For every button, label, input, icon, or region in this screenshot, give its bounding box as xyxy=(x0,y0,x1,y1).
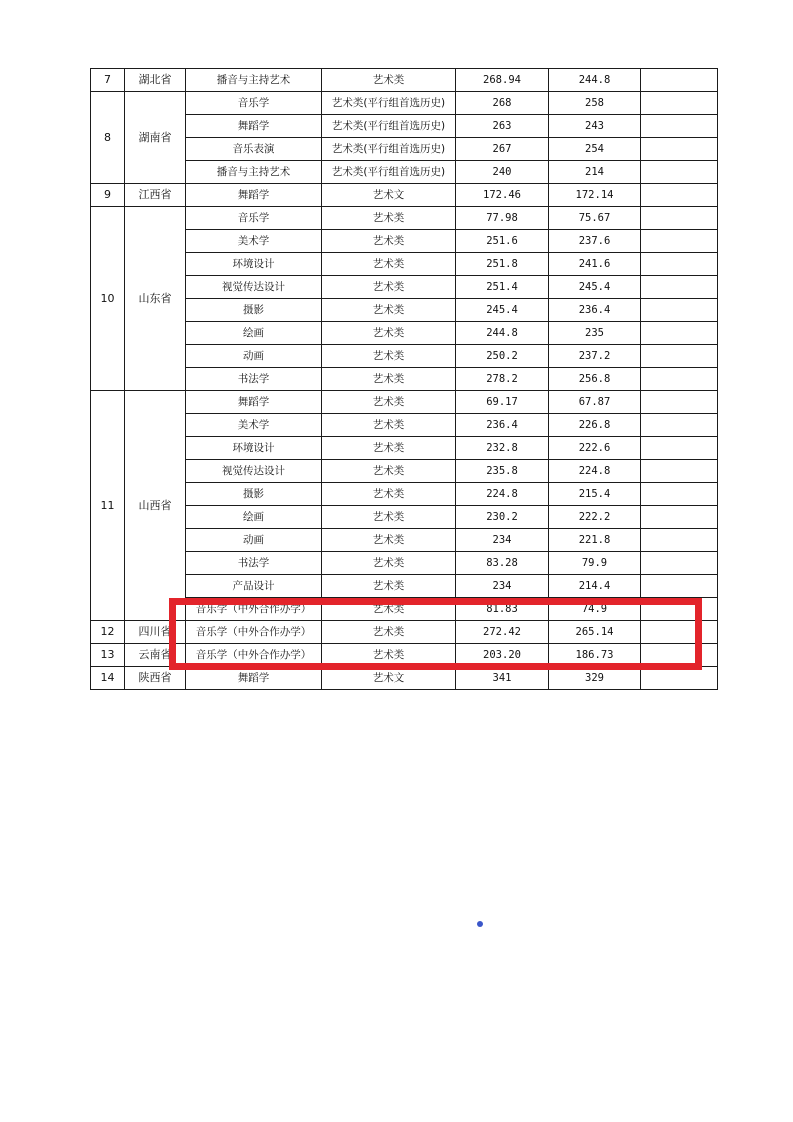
note-cell xyxy=(641,299,718,322)
category-cell: 艺术类 xyxy=(322,621,456,644)
min-score-cell: 79.9 xyxy=(549,552,641,575)
max-score-cell: 263 xyxy=(456,115,549,138)
row-index-cell: 7 xyxy=(91,69,125,92)
major-cell: 音乐表演 xyxy=(186,138,322,161)
note-cell xyxy=(641,368,718,391)
major-cell: 播音与主持艺术 xyxy=(186,161,322,184)
row-index-cell: 9 xyxy=(91,184,125,207)
min-score-cell: 265.14 xyxy=(549,621,641,644)
max-score-cell: 172.46 xyxy=(456,184,549,207)
province-cell: 湖北省 xyxy=(125,69,186,92)
major-cell: 环境设计 xyxy=(186,437,322,460)
min-score-cell: 237.2 xyxy=(549,345,641,368)
table-row xyxy=(91,644,718,667)
category-cell: 艺术类 xyxy=(322,230,456,253)
note-cell xyxy=(641,552,718,575)
min-score-cell: 221.8 xyxy=(549,529,641,552)
max-score-cell: 268 xyxy=(456,92,549,115)
major-cell: 摄影 xyxy=(186,299,322,322)
major-cell: 视觉传达设计 xyxy=(186,460,322,483)
major-cell: 舞蹈学 xyxy=(186,115,322,138)
note-cell xyxy=(641,207,718,230)
blue-dot-marker xyxy=(477,921,483,927)
category-cell: 艺术类 xyxy=(322,460,456,483)
note-cell xyxy=(641,276,718,299)
note-cell xyxy=(641,644,718,667)
min-score-cell: 214 xyxy=(549,161,641,184)
table-row xyxy=(91,414,718,437)
max-score-cell: 234 xyxy=(456,575,549,598)
note-cell xyxy=(641,621,718,644)
max-score-cell: 230.2 xyxy=(456,506,549,529)
major-cell: 摄影 xyxy=(186,483,322,506)
note-cell xyxy=(641,161,718,184)
major-cell: 动画 xyxy=(186,529,322,552)
category-cell: 艺术类 xyxy=(322,368,456,391)
table-row xyxy=(91,621,718,644)
table-row xyxy=(91,552,718,575)
note-cell xyxy=(641,506,718,529)
min-score-cell: 215.4 xyxy=(549,483,641,506)
min-score-cell: 222.2 xyxy=(549,506,641,529)
category-cell: 艺术类(平行组首选历史) xyxy=(322,138,456,161)
table-row xyxy=(91,299,718,322)
min-score-cell: 172.14 xyxy=(549,184,641,207)
note-cell xyxy=(641,230,718,253)
min-score-cell: 186.73 xyxy=(549,644,641,667)
table-row xyxy=(91,115,718,138)
max-score-cell: 83.28 xyxy=(456,552,549,575)
min-score-cell: 224.8 xyxy=(549,460,641,483)
max-score-cell: 245.4 xyxy=(456,299,549,322)
category-cell: 艺术类 xyxy=(322,598,456,621)
min-score-cell: 245.4 xyxy=(549,276,641,299)
note-cell xyxy=(641,115,718,138)
table-row xyxy=(91,161,718,184)
province-cell: 云南省 xyxy=(125,644,186,667)
row-index-cell: 10 xyxy=(91,207,125,391)
category-cell: 艺术类 xyxy=(322,253,456,276)
note-cell xyxy=(641,483,718,506)
max-score-cell: 235.8 xyxy=(456,460,549,483)
table-row xyxy=(91,230,718,253)
max-score-cell: 81.83 xyxy=(456,598,549,621)
major-cell: 书法学 xyxy=(186,368,322,391)
table-row xyxy=(91,506,718,529)
note-cell xyxy=(641,414,718,437)
table-row xyxy=(91,529,718,552)
max-score-cell: 251.4 xyxy=(456,276,549,299)
max-score-cell: 224.8 xyxy=(456,483,549,506)
table-row xyxy=(91,207,718,230)
major-cell: 美术学 xyxy=(186,414,322,437)
category-cell: 艺术类 xyxy=(322,483,456,506)
table-row xyxy=(91,138,718,161)
min-score-cell: 254 xyxy=(549,138,641,161)
note-cell xyxy=(641,184,718,207)
min-score-cell: 74.9 xyxy=(549,598,641,621)
category-cell: 艺术类 xyxy=(322,322,456,345)
category-cell: 艺术文 xyxy=(322,184,456,207)
min-score-cell: 222.6 xyxy=(549,437,641,460)
max-score-cell: 251.8 xyxy=(456,253,549,276)
category-cell: 艺术类 xyxy=(322,529,456,552)
province-cell: 湖南省 xyxy=(125,92,186,184)
note-cell xyxy=(641,391,718,414)
province-cell: 山东省 xyxy=(125,207,186,391)
table-row xyxy=(91,276,718,299)
major-cell: 音乐学 xyxy=(186,92,322,115)
note-cell xyxy=(641,92,718,115)
table-row xyxy=(91,483,718,506)
category-cell: 艺术文 xyxy=(322,667,456,690)
major-cell: 舞蹈学 xyxy=(186,667,322,690)
major-cell: 动画 xyxy=(186,345,322,368)
major-cell: 音乐学（中外合作办学） xyxy=(186,621,322,644)
category-cell: 艺术类(平行组首选历史) xyxy=(322,161,456,184)
table-row xyxy=(91,184,718,207)
category-cell: 艺术类 xyxy=(322,552,456,575)
table-row xyxy=(91,253,718,276)
note-cell xyxy=(641,437,718,460)
table-row xyxy=(91,598,718,621)
major-cell: 美术学 xyxy=(186,230,322,253)
major-cell: 音乐学 xyxy=(186,207,322,230)
min-score-cell: 243 xyxy=(549,115,641,138)
row-index-cell: 11 xyxy=(91,391,125,621)
major-cell: 产品设计 xyxy=(186,575,322,598)
category-cell: 艺术类 xyxy=(322,69,456,92)
min-score-cell: 258 xyxy=(549,92,641,115)
min-score-cell: 235 xyxy=(549,322,641,345)
max-score-cell: 240 xyxy=(456,161,549,184)
min-score-cell: 256.8 xyxy=(549,368,641,391)
min-score-cell: 214.4 xyxy=(549,575,641,598)
max-score-cell: 341 xyxy=(456,667,549,690)
table-row xyxy=(91,575,718,598)
major-cell: 音乐学（中外合作办学） xyxy=(186,598,322,621)
note-cell xyxy=(641,460,718,483)
max-score-cell: 272.42 xyxy=(456,621,549,644)
max-score-cell: 236.4 xyxy=(456,414,549,437)
province-cell: 江西省 xyxy=(125,184,186,207)
row-index-cell: 14 xyxy=(91,667,125,690)
note-cell xyxy=(641,253,718,276)
category-cell: 艺术类 xyxy=(322,345,456,368)
max-score-cell: 244.8 xyxy=(456,322,549,345)
note-cell xyxy=(641,322,718,345)
min-score-cell: 236.4 xyxy=(549,299,641,322)
table-row xyxy=(91,322,718,345)
note-cell xyxy=(641,667,718,690)
max-score-cell: 250.2 xyxy=(456,345,549,368)
min-score-cell: 241.6 xyxy=(549,253,641,276)
major-cell: 环境设计 xyxy=(186,253,322,276)
table-row xyxy=(91,391,718,414)
max-score-cell: 251.6 xyxy=(456,230,549,253)
table-row xyxy=(91,345,718,368)
table-row xyxy=(91,460,718,483)
major-cell: 绘画 xyxy=(186,506,322,529)
note-cell xyxy=(641,598,718,621)
min-score-cell: 226.8 xyxy=(549,414,641,437)
major-cell: 视觉传达设计 xyxy=(186,276,322,299)
category-cell: 艺术类 xyxy=(322,391,456,414)
min-score-cell: 67.87 xyxy=(549,391,641,414)
note-cell xyxy=(641,345,718,368)
category-cell: 艺术类 xyxy=(322,207,456,230)
major-cell: 舞蹈学 xyxy=(186,184,322,207)
min-score-cell: 75.67 xyxy=(549,207,641,230)
province-cell: 四川省 xyxy=(125,621,186,644)
max-score-cell: 232.8 xyxy=(456,437,549,460)
max-score-cell: 278.2 xyxy=(456,368,549,391)
category-cell: 艺术类(平行组首选历史) xyxy=(322,92,456,115)
min-score-cell: 237.6 xyxy=(549,230,641,253)
category-cell: 艺术类 xyxy=(322,506,456,529)
major-cell: 音乐学（中外合作办学） xyxy=(186,644,322,667)
note-cell xyxy=(641,575,718,598)
major-cell: 绘画 xyxy=(186,322,322,345)
table-row xyxy=(91,437,718,460)
province-cell: 山西省 xyxy=(125,391,186,621)
table-row xyxy=(91,92,718,115)
major-cell: 舞蹈学 xyxy=(186,391,322,414)
province-cell: 陕西省 xyxy=(125,667,186,690)
row-index-cell: 12 xyxy=(91,621,125,644)
table-row xyxy=(91,69,718,92)
max-score-cell: 267 xyxy=(456,138,549,161)
min-score-cell: 329 xyxy=(549,667,641,690)
major-cell: 书法学 xyxy=(186,552,322,575)
max-score-cell: 77.98 xyxy=(456,207,549,230)
category-cell: 艺术类 xyxy=(322,276,456,299)
table-body xyxy=(91,69,718,690)
admission-score-table xyxy=(90,68,718,690)
min-score-cell: 244.8 xyxy=(549,69,641,92)
category-cell: 艺术类(平行组首选历史) xyxy=(322,115,456,138)
max-score-cell: 203.20 xyxy=(456,644,549,667)
category-cell: 艺术类 xyxy=(322,644,456,667)
category-cell: 艺术类 xyxy=(322,414,456,437)
row-index-cell: 13 xyxy=(91,644,125,667)
max-score-cell: 234 xyxy=(456,529,549,552)
table-row xyxy=(91,667,718,690)
max-score-cell: 268.94 xyxy=(456,69,549,92)
category-cell: 艺术类 xyxy=(322,437,456,460)
table-row xyxy=(91,368,718,391)
category-cell: 艺术类 xyxy=(322,575,456,598)
note-cell xyxy=(641,138,718,161)
max-score-cell: 69.17 xyxy=(456,391,549,414)
note-cell xyxy=(641,529,718,552)
major-cell: 播音与主持艺术 xyxy=(186,69,322,92)
note-cell xyxy=(641,69,718,92)
row-index-cell: 8 xyxy=(91,92,125,184)
category-cell: 艺术类 xyxy=(322,299,456,322)
